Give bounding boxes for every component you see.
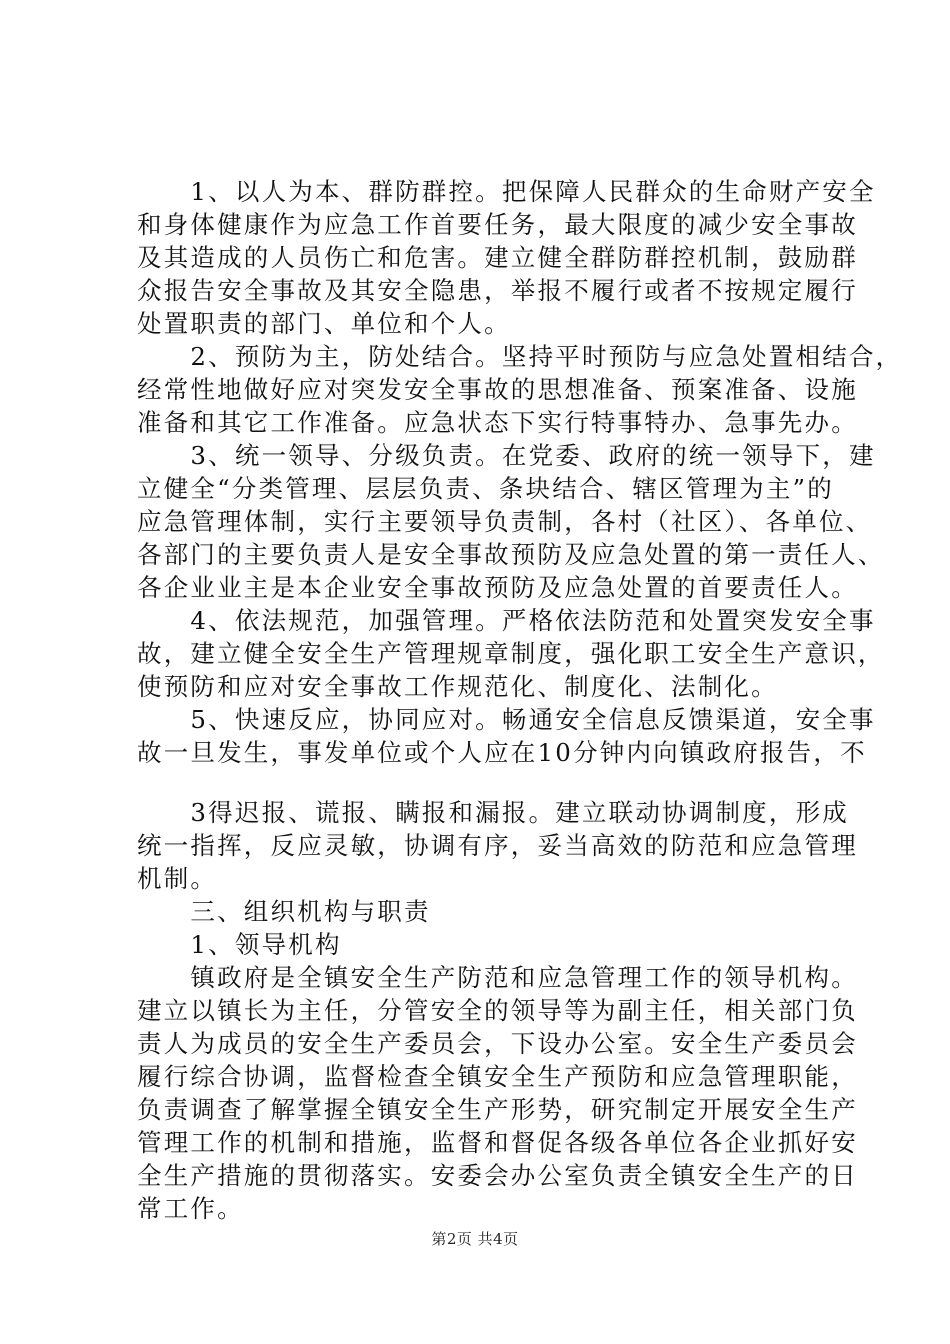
text-line: 及其造成的人员伤亡和危害。建立健全群防群控机制，鼓励群 [137, 243, 858, 272]
text-line: 经常性地做好应对突发安全事故的思想准备、预案准备、设施 [137, 375, 858, 404]
text-line: 负责调查了解掌握全镇安全生产形势，研究制定开展安全生产 [137, 1095, 858, 1124]
text-line: 和身体健康作为应急工作首要任务，最大限度的减少安全事故 [137, 210, 858, 239]
text-line: 各部门的主要负责人是安全事故预防及应急处置的第一责任人、 [137, 540, 885, 569]
text-line: 准备和其它工作准备。应急状态下实行特事特办、急事先办。 [137, 408, 858, 437]
text-line: 建立以镇长为主任，分管安全的领导等为副主任，相关部门负 [137, 996, 858, 1025]
text-line: 常工作。 [137, 1194, 244, 1223]
text-line: 4、依法规范，加强管理。严格依法防范和处置突发安全事 [137, 606, 876, 635]
section-heading: 三、组织机构与职责 [137, 897, 431, 926]
text-line: 责人为成员的安全生产委员会，下设办公室。安全生产委员会 [137, 1029, 858, 1058]
text-line: 机制。 [137, 864, 218, 893]
text-line: 全生产措施的贯彻落实。安委会办公室负责全镇安全生产的日 [137, 1161, 858, 1190]
text-line: 处置职责的部门、单位和个人。 [137, 309, 511, 338]
text-line: 使预防和应对安全事故工作规范化、制度化、法制化。 [137, 672, 778, 701]
text-line: 镇政府是全镇安全生产防范和应急管理工作的领导机构。 [137, 963, 858, 992]
text-line: 故，建立健全安全生产管理规章制度，强化职工安全生产意识， [137, 639, 885, 668]
text-line: 3得迟报、谎报、瞒报和漏报。建立联动协调制度，形成 [137, 798, 849, 827]
text-line: 故一旦发生，事发单位或个人应在10分钟内向镇政府报告，不 [137, 738, 867, 767]
text-line: 众报告安全事故及其安全隐患，举报不履行或者不按规定履行 [137, 276, 858, 305]
text-line: 履行综合协调，监督检查全镇安全生产预防和应急管理职能， [137, 1062, 858, 1091]
text-line: 立健全“分类管理、层层负责、条块结合、辖区管理为主”的 [137, 474, 834, 503]
page-footer: 第2页 共4页 [431, 1230, 519, 1248]
text-line: 管理工作的机制和措施，监督和督促各级各单位各企业抓好安 [137, 1128, 858, 1157]
text-line: 1、以人为本、群防群控。把保障人民群众的生命财产安全 [137, 177, 876, 206]
text-line: 统一指挥，反应灵敏，协调有序，妥当高效的防范和应急管理 [137, 831, 858, 860]
text-line: 各企业业主是本企业安全事故预防及应急处置的首要责任人。 [137, 573, 858, 602]
text-line: 2、预防为主，防处结合。坚持平时预防与应急处置相结合， [137, 342, 903, 371]
text-line: 3、统一领导、分级负责。在党委、政府的统一领导下，建 [137, 441, 876, 470]
subsection-heading: 1、领导机构 [137, 930, 342, 959]
text-line: 5、快速反应，协同应对。畅通安全信息反馈渠道，安全事 [137, 705, 876, 734]
text-line: 应急管理体制，实行主要领导负责制，各村（社区）、各单位、 [137, 507, 873, 536]
